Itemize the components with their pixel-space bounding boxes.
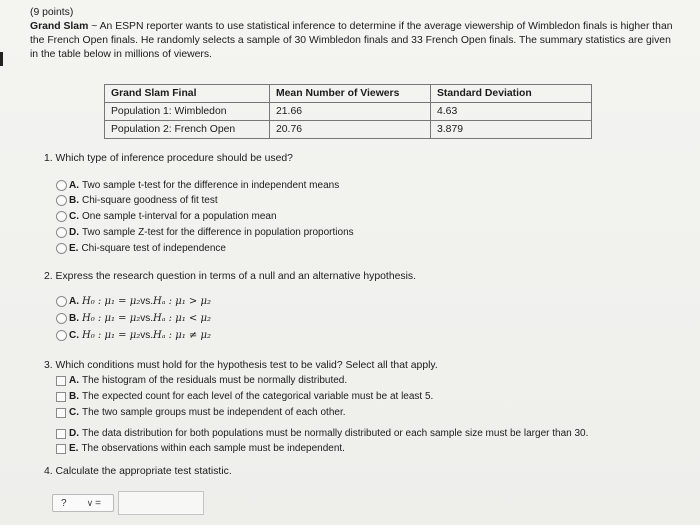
option-key: D.: [69, 428, 79, 439]
q1-option-e[interactable]: [56, 243, 226, 254]
alternative-hypothesis: Hₐ : μ₁ < μ₂: [153, 313, 211, 324]
table-header-row: [105, 85, 592, 103]
option-key: D.: [69, 227, 79, 238]
radio-button[interactable]: [56, 296, 67, 307]
table-cell: Population 1: Wimbledon: [105, 103, 270, 121]
option-key: A.: [69, 375, 79, 386]
checkbox[interactable]: [56, 444, 66, 454]
checkbox[interactable]: [56, 392, 66, 402]
question-2-text: 2. Express the research question in terms of a null and an alternative hypothesis.: [44, 271, 416, 282]
option-text: Two sample t-test for the difference in independent means: [82, 180, 340, 191]
q3-option-e[interactable]: [56, 443, 345, 454]
option-text: The observations within each sample must be independent.: [81, 443, 345, 454]
option-key: C.: [69, 407, 79, 418]
points-label: (9 points): [30, 7, 74, 18]
versus-label: vs.: [140, 330, 153, 341]
q3-option-a[interactable]: [56, 375, 347, 386]
problem-text: [30, 20, 680, 62]
q1-option-b[interactable]: [56, 195, 218, 206]
table-cell: 21.66: [270, 103, 431, 121]
q3-option-c[interactable]: [56, 407, 346, 418]
option-key: C.: [69, 211, 79, 222]
test-statistic-input[interactable]: [118, 491, 204, 515]
table-header-cell: Standard Deviation: [431, 85, 592, 103]
null-hypothesis: H₀ : μ₁ = μ₂: [82, 296, 141, 307]
option-text: The data distribution for both populations must be normally distributed or each sample size must be larger than 30.: [82, 428, 589, 439]
table-header-cell: Mean Number of Viewers: [270, 85, 431, 103]
option-text: Two sample Z-test for the difference in population proportions: [82, 227, 354, 238]
null-hypothesis: H₀ : μ₁ = μ₂: [82, 330, 141, 341]
option-text: One sample t-interval for a population mean: [82, 211, 277, 222]
versus-label: vs.: [140, 313, 153, 324]
option-key: E.: [69, 243, 79, 254]
q2-option-b[interactable]: [56, 313, 211, 324]
option-key: B.: [69, 195, 79, 206]
table-row: [105, 103, 592, 121]
table-cell: 20.76: [270, 121, 431, 139]
equals-sign: =: [95, 497, 101, 509]
q1-option-c[interactable]: [56, 211, 277, 222]
alternative-hypothesis: Hₐ : μ₁ > μ₂: [153, 296, 211, 307]
summary-statistics-table: [104, 84, 592, 139]
problem-intro: [30, 6, 680, 62]
radio-button[interactable]: [56, 227, 67, 238]
question-4-text: 4. Calculate the appropriate test statistic.: [44, 466, 232, 477]
problem-title: Grand Slam: [30, 21, 89, 32]
option-text: The two sample groups must be independent of each other.: [82, 407, 346, 418]
checkbox[interactable]: [56, 376, 66, 386]
chevron-down-icon: ∨: [86, 497, 94, 508]
option-key: B.: [69, 313, 79, 324]
option-text: Chi-square goodness of fit test: [82, 195, 218, 206]
option-text: The expected count for each level of the categorical variable must be at least 5.: [82, 391, 434, 402]
q1-option-a[interactable]: [56, 180, 339, 191]
option-text: Chi-square test of independence: [81, 243, 226, 254]
option-key: A.: [69, 180, 79, 191]
checkbox[interactable]: [56, 408, 66, 418]
option-key: B.: [69, 391, 79, 402]
problem-description: ~ An ESPN reporter wants to use statistical inference to determine if the average viewership of Wimbledon finals is higher than the French Open finals. He randomly selects a sample of 30 Wimbledon finals and 33 French Open finals. The summary statistics are given in the table below in millions of viewers.: [30, 21, 673, 60]
q2-option-c[interactable]: [56, 330, 211, 341]
question-3-text: 3. Which conditions must hold for the hypothesis test to be valid? Select all that apply.: [44, 360, 438, 371]
radio-button[interactable]: [56, 180, 67, 191]
left-edge-marker: [0, 52, 3, 66]
option-key: E.: [69, 443, 79, 454]
radio-button[interactable]: [56, 243, 67, 254]
q3-option-d[interactable]: [56, 428, 588, 439]
q2-option-a[interactable]: [56, 296, 211, 307]
q3-option-b[interactable]: [56, 391, 433, 402]
q1-option-d[interactable]: [56, 227, 354, 238]
checkbox[interactable]: [56, 429, 66, 439]
table-header-cell: Grand Slam Final: [105, 85, 270, 103]
null-hypothesis: H₀ : μ₁ = μ₂: [82, 313, 141, 324]
versus-label: vs.: [140, 296, 153, 307]
table-cell: Population 2: French Open: [105, 121, 270, 139]
question-1-text: 1. Which type of inference procedure should be used?: [44, 153, 293, 164]
table-cell: 3.879: [431, 121, 592, 139]
radio-button[interactable]: [56, 313, 67, 324]
table-cell: 4.63: [431, 103, 592, 121]
table-row: [105, 121, 592, 139]
test-statistic-dropdown[interactable]: [52, 494, 114, 512]
radio-button[interactable]: [56, 195, 67, 206]
option-text: The histogram of the residuals must be normally distributed.: [82, 375, 348, 386]
option-key: A.: [69, 296, 79, 307]
radio-button[interactable]: [56, 211, 67, 222]
option-key: C.: [69, 330, 79, 341]
alternative-hypothesis: Hₐ : μ₁ ≠ μ₂: [153, 330, 211, 341]
radio-button[interactable]: [56, 330, 67, 341]
dropdown-value: ?: [61, 497, 67, 509]
